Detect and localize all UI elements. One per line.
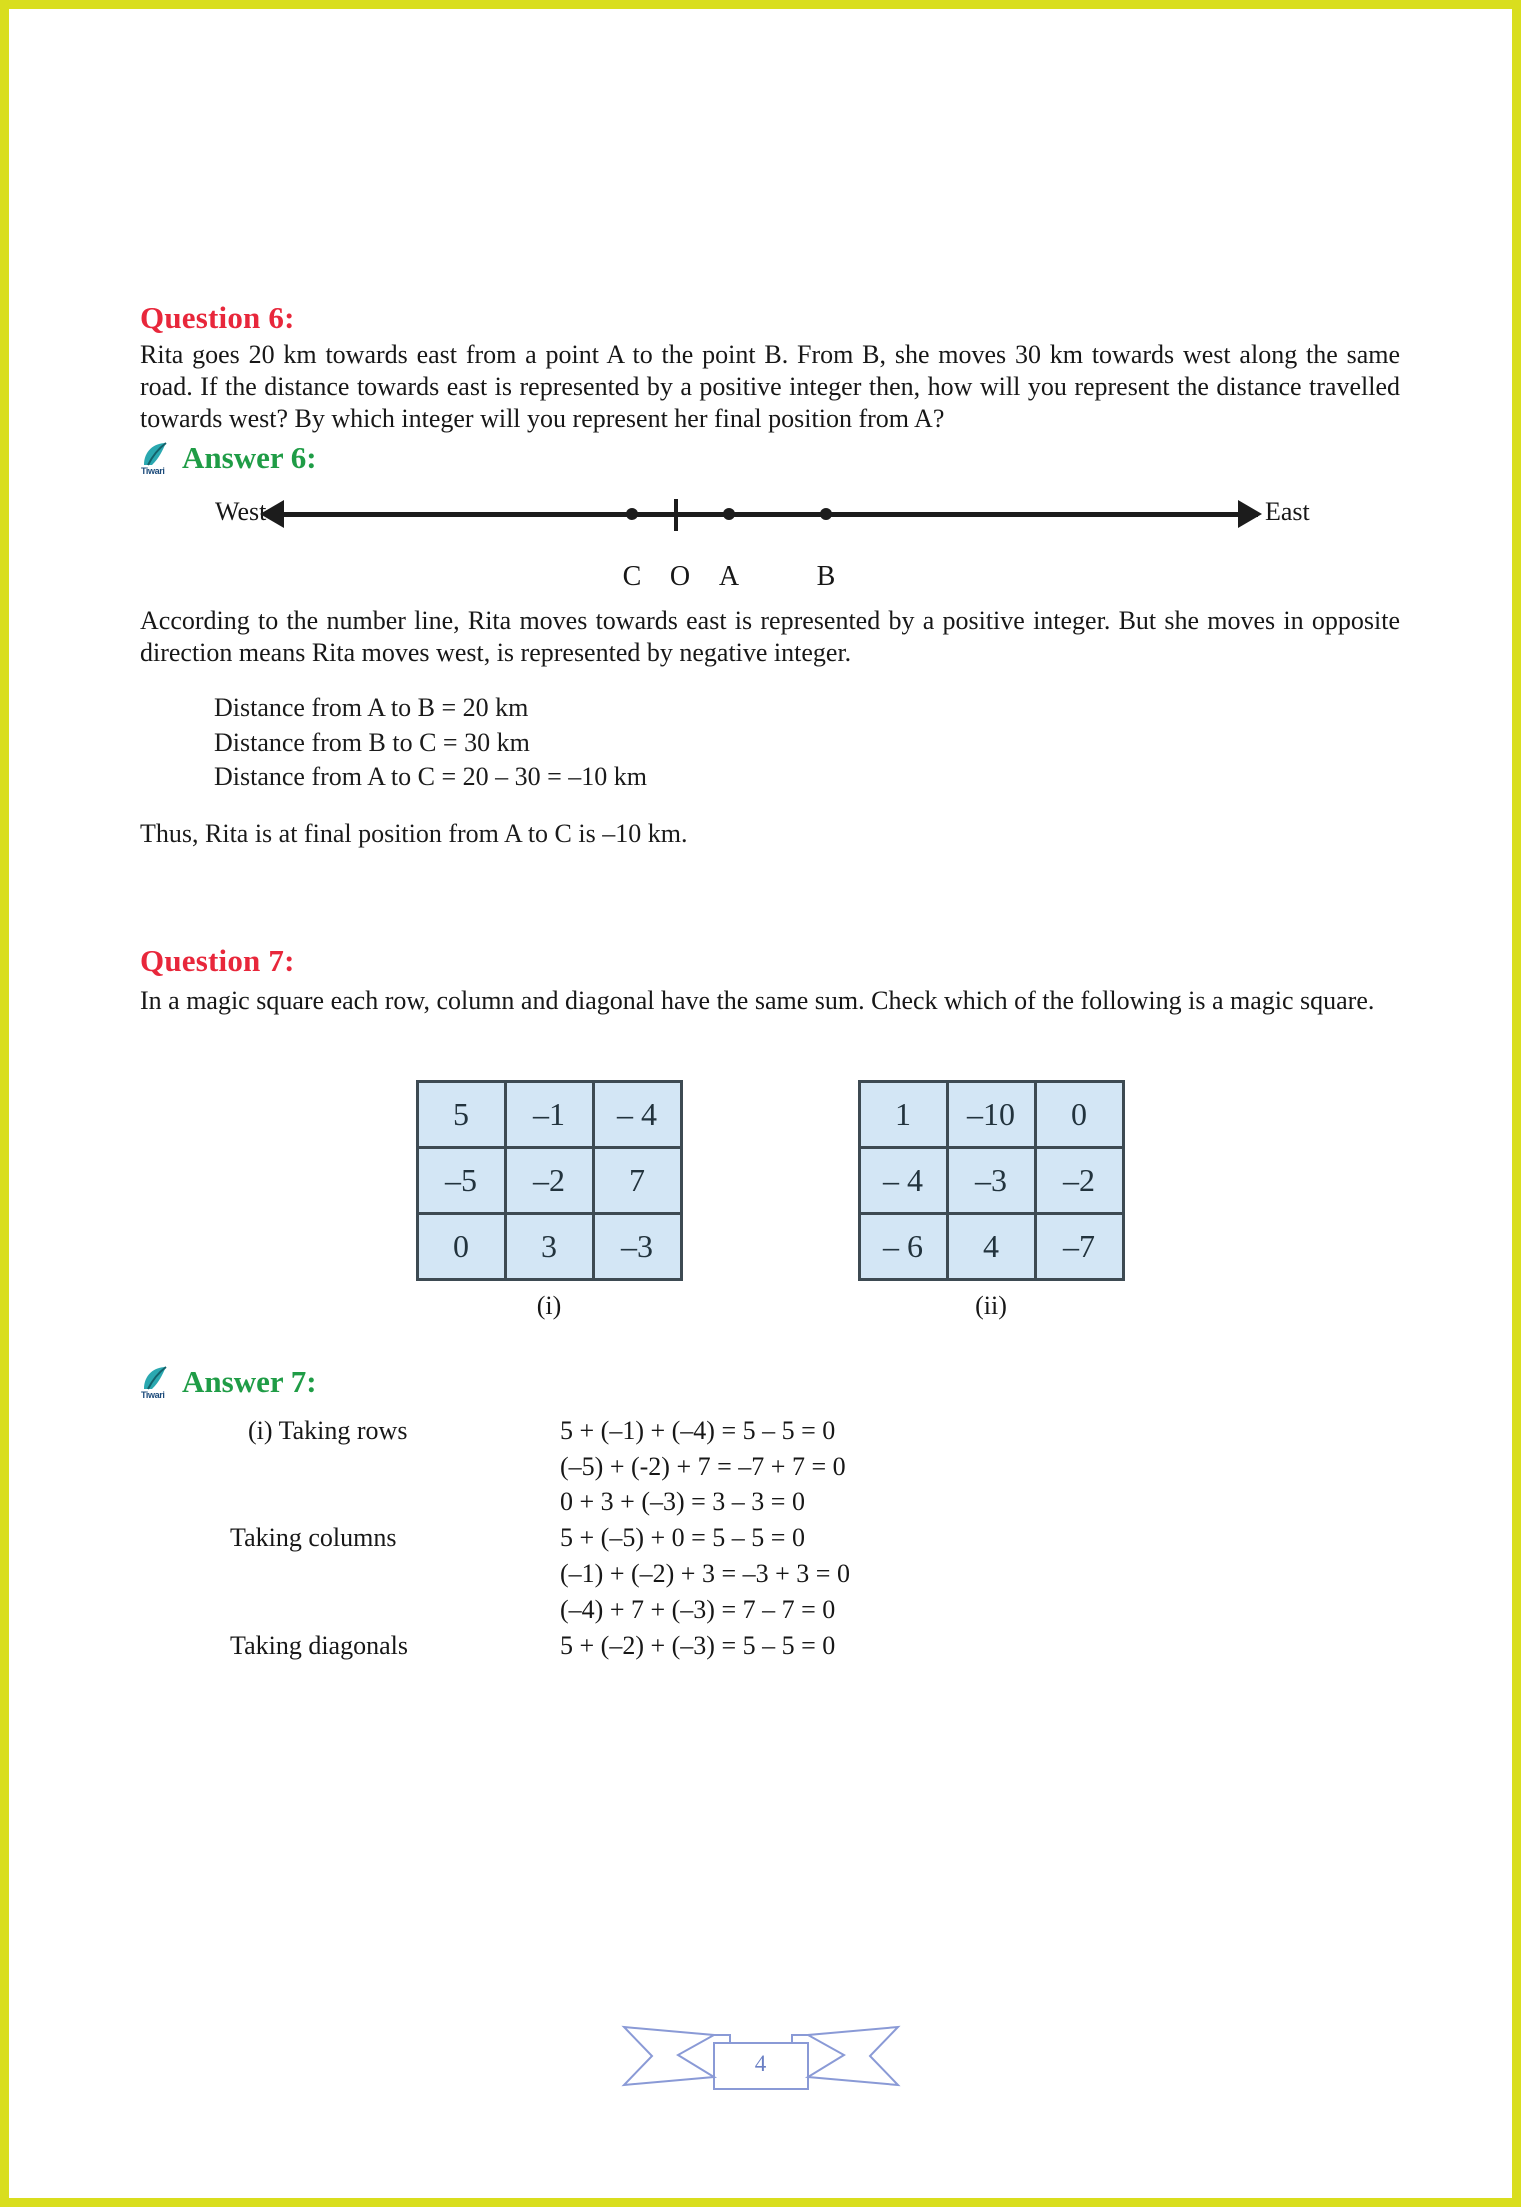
- number-line-label-c: C: [622, 561, 642, 593]
- logo-wordmark: Tiwari: [141, 1389, 165, 1400]
- table-row: [859, 1081, 1123, 1147]
- cell-ii-0-0: 1: [859, 1081, 947, 1147]
- document-content: [140, 9, 1400, 2198]
- magic-square-ii-caption: (ii): [975, 1290, 1007, 1320]
- cell-i-2-0: 0: [417, 1213, 505, 1279]
- calc-label-6: Taking diagonals: [230, 1630, 408, 1660]
- cell-ii-1-0: – 4: [859, 1147, 947, 1213]
- calc-label-4: [230, 1556, 560, 1592]
- question-6-body: Rita goes 20 km towards east from a point A to the point B. From B, she moves 30 km towards west along the same road. If the distance towards east is represented by a positive integer then, how will you represent the distance travelled towards west? By which integer will you represent her final position from A?: [140, 340, 1400, 434]
- table-row: [417, 1081, 681, 1147]
- cell-ii-0-1: –10: [947, 1081, 1035, 1147]
- tiwari-leaf-logo-icon: [140, 1365, 176, 1399]
- cell-i-0-1: –1: [505, 1081, 593, 1147]
- question-6-heading: Question 6:: [140, 300, 295, 335]
- number-line-west-label: West: [215, 497, 267, 527]
- number-line-axis: [280, 512, 1258, 517]
- ribbon-banner: [618, 2017, 904, 2095]
- calc-eq-2: 0 + 3 + (–3) = 3 – 3 = 0: [560, 1487, 805, 1517]
- calc-eq-0: 5 + (–1) + (–4) = 5 – 5 = 0: [560, 1415, 836, 1445]
- magic-squares-row: [140, 1080, 1400, 1321]
- magic-square-i-block: [416, 1080, 683, 1321]
- table-row: [417, 1213, 681, 1279]
- distance-line-1: Distance from A to B = 20 km: [214, 693, 529, 723]
- page-number: 4: [754, 2051, 767, 2076]
- number-line-label-a: A: [718, 561, 740, 593]
- cell-i-1-0: –5: [417, 1147, 505, 1213]
- arrow-left-icon: [260, 500, 284, 528]
- table-row: [859, 1213, 1123, 1279]
- magic-square-i-caption: (i): [536, 1290, 562, 1320]
- distance-line-3: Distance from A to C = 20 – 30 = –10 km: [214, 762, 648, 792]
- number-line-point-b: [820, 508, 832, 520]
- cell-i-1-1: –2: [505, 1147, 593, 1213]
- table-row: [859, 1147, 1123, 1213]
- calc-eq-4: (–1) + (–2) + 3 = –3 + 3 = 0: [560, 1559, 850, 1589]
- number-line-diagram: [140, 481, 1400, 601]
- magic-square-ii-block: [858, 1080, 1125, 1321]
- answer-6-conclusion: Thus, Rita is at final position from A to C is –10 km.: [140, 818, 688, 848]
- page-footer: [9, 2017, 1512, 2095]
- cell-i-0-2: – 4: [593, 1081, 681, 1147]
- page-sheet: [9, 9, 1512, 2198]
- cell-ii-2-0: – 6: [859, 1213, 947, 1279]
- cell-ii-1-1: –3: [947, 1147, 1035, 1213]
- tiwari-leaf-logo-icon: [140, 441, 176, 475]
- cell-i-2-1: 3: [505, 1213, 593, 1279]
- number-line-point-a: [723, 508, 735, 520]
- calc-eq-5: (–4) + 7 + (–3) = 7 – 7 = 0: [560, 1595, 836, 1625]
- answer-7-heading: Answer 7:: [182, 1363, 317, 1399]
- cell-ii-2-2: –7: [1035, 1213, 1123, 1279]
- logo-wordmark: Tiwari: [141, 466, 165, 477]
- distance-line-2: Distance from B to C = 30 km: [214, 727, 530, 757]
- distance-list: [214, 691, 1400, 795]
- calc-label-1: [230, 1449, 560, 1485]
- question-7-body: In a magic square each row, column and diagonal have the same sum. Check which of the following is a magic square.: [140, 985, 1375, 1015]
- cell-ii-0-2: 0: [1035, 1081, 1123, 1147]
- calc-label-2: [230, 1484, 560, 1520]
- calc-label-5: [230, 1592, 560, 1628]
- magic-square-i: [416, 1080, 683, 1281]
- number-line-label-o: O: [669, 561, 691, 593]
- calc-label-3: Taking columns: [230, 1523, 397, 1553]
- magic-square-ii: [858, 1080, 1125, 1281]
- number-line-east-label: East: [1265, 497, 1310, 527]
- cell-i-0-0: 5: [417, 1081, 505, 1147]
- cell-i-1-2: 7: [593, 1147, 681, 1213]
- table-row: [417, 1147, 681, 1213]
- question-7-heading: Question 7:: [140, 942, 295, 978]
- number-line-label-b: B: [816, 561, 836, 593]
- calc-eq-6: 5 + (–2) + (–3) = 5 – 5 = 0: [560, 1630, 836, 1660]
- answer-6-heading: Answer 6:: [182, 440, 317, 475]
- calc-eq-1: (–5) + (-2) + 7 = –7 + 7 = 0: [560, 1451, 846, 1481]
- cell-i-2-2: –3: [593, 1213, 681, 1279]
- calc-eq-3: 5 + (–5) + 0 = 5 – 5 = 0: [560, 1523, 805, 1553]
- cell-ii-1-2: –2: [1035, 1147, 1123, 1213]
- answer-7-heading-row: [140, 1365, 1400, 1399]
- arrow-right-icon: [1238, 500, 1262, 528]
- answer-6-explanation: According to the number line, Rita moves towards east is represented by a positive integer. But she moves in opposite direction means Rita moves west, is represented by negative integer.: [140, 606, 1400, 668]
- answer-6-heading-row: [140, 441, 1400, 475]
- cell-ii-2-1: 4: [947, 1213, 1035, 1279]
- answer-7-calculations: [230, 1413, 1400, 1664]
- number-line-origin-tick: [674, 499, 678, 531]
- calc-label-0: (i) Taking rows: [248, 1415, 408, 1445]
- number-line-point-c: [626, 508, 638, 520]
